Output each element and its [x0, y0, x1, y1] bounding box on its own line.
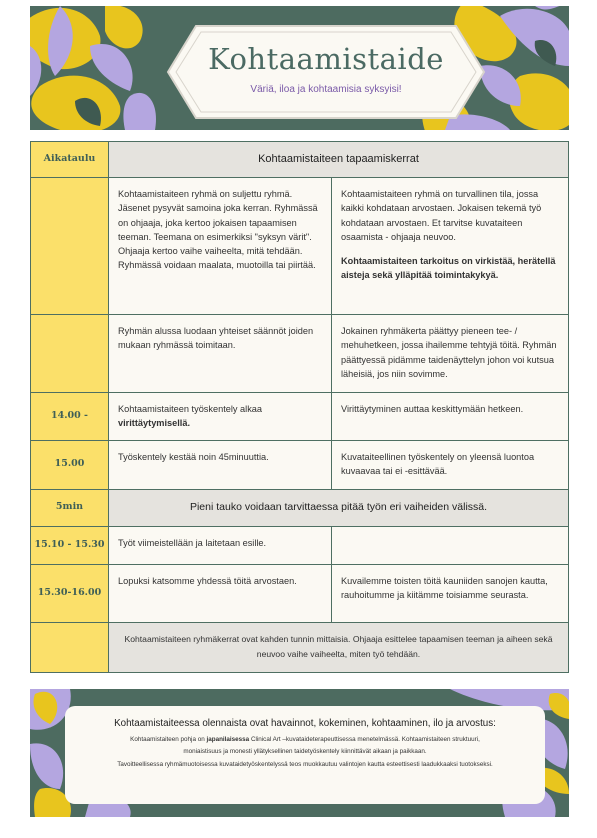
table-row — [31, 489, 569, 526]
table-header-row — [31, 142, 569, 178]
description-cell: Työskentely kestää noin 45minuuttia. — [109, 440, 332, 489]
description-cell — [332, 526, 569, 564]
description-cell: Ryhmän alussa luodaan yhteiset säännöt joiden mukaan ryhmässä toimitaan. — [109, 315, 332, 393]
time-cell: 5min — [31, 489, 109, 526]
closing-note: Kohtaamistaiteen ryhmäkerrat ovat kahden tunnin mittaisia. Ohjaaja esittelee tapaamisen teeman ja aiheen sekä neuvoo vaihe vaiheelta, miten työ tehdään. — [109, 622, 569, 672]
table-row — [31, 622, 569, 672]
footer-text: moniaistisuus ja monesti yllätyksellinen taidetyöskentely kiinnittävät aikaan ja paikkaan. — [183, 748, 427, 756]
footer-heading: Kohtaamistaiteessa olennaista ovat havainnot, kokeminen, kohtaaminen, ilo ja arvostus: — [114, 718, 496, 729]
time-cell — [31, 622, 109, 672]
table-row — [31, 178, 569, 315]
page-subtitle: Väriä, iloa ja kohtaamisia syksyisi! — [250, 84, 402, 95]
table-row — [31, 526, 569, 564]
footer-text-bold: japanilaisessa — [206, 736, 250, 743]
description-cell: Jokainen ryhmäkerta päättyy pieneen tee- / mehuhetkeen, jossa ihailemme tehtyjä töitä. Ryhmän päättyessä pidämme taidenäyttelyn johon voi kutsua läheisiä, jos niin sovimme. — [332, 315, 569, 393]
description-cell: Lopuksi katsomme yhdessä töitä arvostaen. — [109, 564, 332, 622]
description-cell: Virittäytyminen auttaa keskittymään hetkeen. — [332, 393, 569, 441]
cell-text: Kohtaamistaiteen työskentely alkaa — [118, 404, 263, 415]
footer-text: Kohtaamistaiteen pohja on — [130, 736, 205, 743]
footer-info-box — [65, 706, 545, 804]
table-row — [31, 564, 569, 622]
cell-text-bold: Kohtaamistaiteen tarkoitus on virkistää, herätellä aisteja sekä ylläpitää toimintakykyä. — [341, 256, 556, 281]
table-title: Kohtaamistaiteen tapaamiskerrat — [109, 142, 569, 178]
footer-banner — [30, 689, 569, 817]
time-cell: 15.10 - 15.30 — [31, 526, 109, 564]
column-header-schedule: Aikataulu — [31, 142, 109, 178]
title-plaque — [146, 22, 506, 122]
time-cell: 15.00 — [31, 440, 109, 489]
time-cell: 15.30-16.00 — [31, 564, 109, 622]
time-cell — [31, 315, 109, 393]
description-cell — [109, 393, 332, 441]
schedule-table — [30, 141, 569, 673]
time-cell — [31, 178, 109, 315]
description-cell — [332, 178, 569, 315]
break-note: Pieni tauko voidaan tarvittaessa pitää työn eri vaiheiden välissä. — [109, 489, 569, 526]
table-row — [31, 315, 569, 393]
footer-body — [65, 734, 545, 771]
description-cell: Kuvailemme toisten töitä kauniiden sanojen kautta, rauhoitumme ja kiitämme toisiamme seurasta. — [332, 564, 569, 622]
header-banner — [30, 6, 569, 130]
time-cell: 14.00 - — [31, 393, 109, 441]
cell-text: Kohtaamistaiteen ryhmä on turvallinen tila, jossa kaikki kohdataan arvostaen. Jokaisen tekemä työ kohdataan arvostaen. Et tarvitse kuvataiteen osaamista - ohjaaja neuvoo. — [341, 189, 542, 242]
description-cell: Kuvataiteellinen työskentely on yleensä luontoa kuvaavaa tai ei -esittävää. — [332, 440, 569, 489]
page-title: Kohtaamistaide — [208, 42, 444, 76]
description-cell: Työt viimeistellään ja laitetaan esille. — [109, 526, 332, 564]
footer-text: Clinical Art –kuvataideterapeuttisessa menetelmässä. Kohtaamistaiteen struktuuri, — [250, 736, 480, 743]
footer-text: Tavoitteellisessa ryhmämuotoisessa kuvataidetyöskentelyssä teos muokkautuu valintojen kautta esteettisesti laadukkaaksi tuotokseksi. — [117, 760, 493, 768]
cell-text-bold: virittäytymisellä. — [118, 418, 191, 429]
table-row — [31, 440, 569, 489]
table-row — [31, 393, 569, 441]
description-cell: Kohtaamistaiteen ryhmä on suljettu ryhmä. Jäsenet pysyvät samoina joka kerran. Ryhmässä on ohjaaja, joka kertoo jokaisen tapaamisen teeman. Teemana on esimerkiksi "syksyn värit". Ohjaaja kertoo vaihe vaiheelta, mitä tehdään. Ryhmässä voidaan maalata, muotoilla tai piirtää. — [109, 178, 332, 315]
